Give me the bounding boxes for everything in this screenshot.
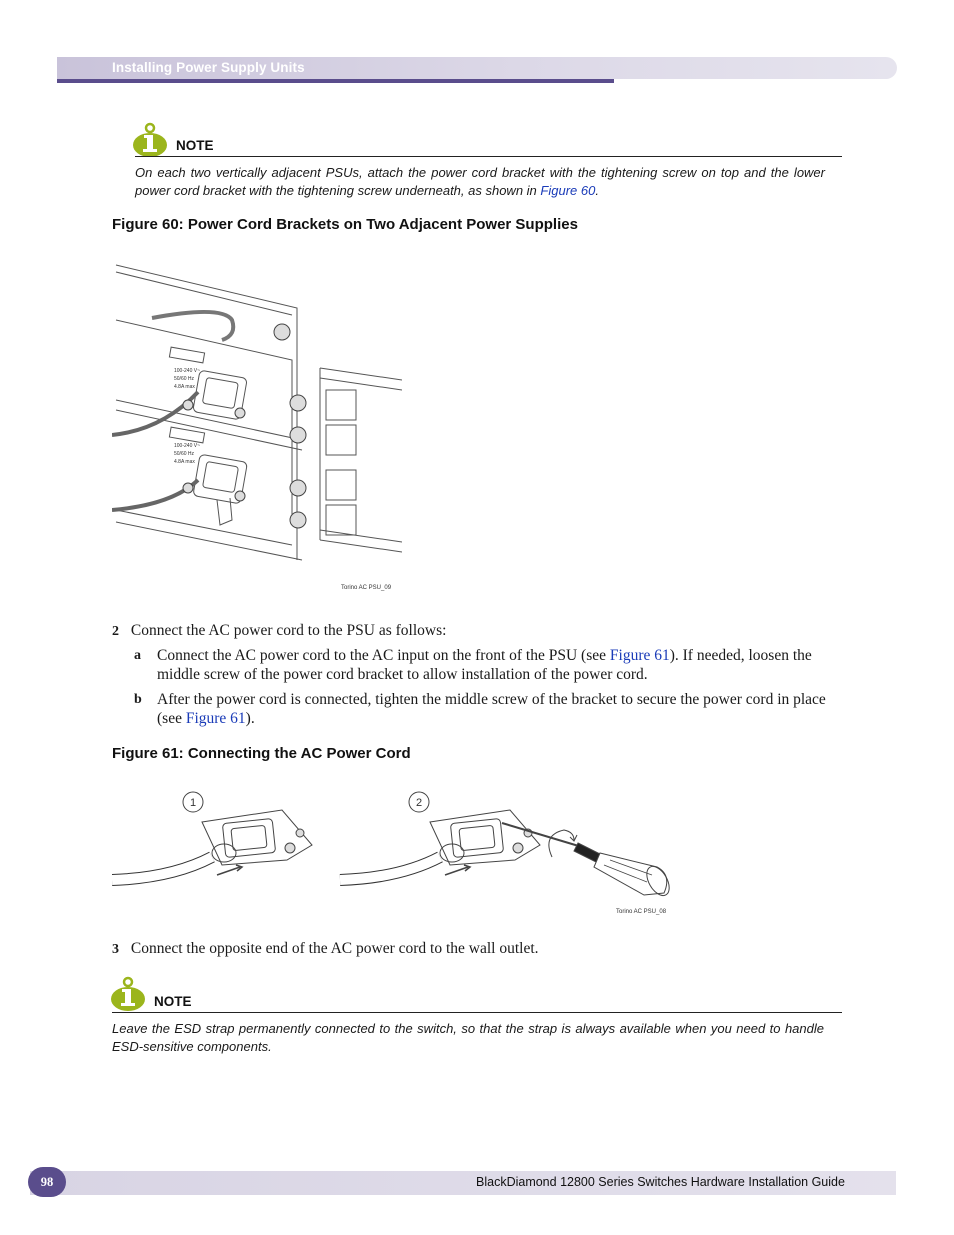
substep-a-end: ). If needed, loosen the middle screw of the power cord bracket to allow installation of the power cord.: [157, 647, 812, 683]
substep-b-end: ).: [245, 710, 255, 727]
figure-60-illustration: [112, 260, 402, 595]
figure-61-caption: Figure 61: Connecting the AC Power Cord: [112, 745, 411, 762]
substep-b-body: After the power cord is connected, tighten the middle screw of the bracket to secure the power cord in place (see: [157, 691, 826, 727]
step-3-text: Connect the opposite end of the AC power cord to the wall outlet.: [130, 940, 539, 957]
substep-a-letter: a: [134, 648, 141, 663]
footer-doc-title: BlackDiamond 12800 Series Switches Hardware Installation Guide: [476, 1175, 845, 1189]
figure-61-link-b[interactable]: Figure 61: [185, 710, 246, 727]
figure-60-caption: Figure 60: Power Cord Brackets on Two Adjacent Power Supplies: [112, 216, 578, 233]
substep-a-body: Connect the AC power cord to the AC input on the front of the PSU (see: [157, 647, 610, 664]
substep-b-letter: b: [134, 692, 142, 707]
substep-b-text: [157, 690, 827, 728]
figure-61-illustration: [112, 785, 682, 920]
header-rule: [57, 79, 614, 83]
note-info-icon: [132, 122, 168, 158]
substep-a-text: [157, 646, 827, 684]
callout-1: 1: [190, 797, 197, 809]
psu-rating-frequency-2: 50/60 Hz: [174, 451, 195, 457]
psu-rating-voltage: 100-240 V~: [174, 368, 200, 374]
psu-rating-amps-2: 4.8A max: [174, 459, 195, 465]
note-text-2: Leave the ESD strap permanently connected to the switch, so that the strap is always available when you need to handle ESD-sensitive components.: [112, 1021, 824, 1054]
section-title: Installing Power Supply Units: [112, 60, 305, 75]
psu-rating-amps: 4.8A max: [174, 384, 195, 390]
note-label: NOTE: [176, 138, 214, 153]
note-text-end: .: [595, 182, 599, 198]
figure-60-link[interactable]: Figure 60: [540, 182, 596, 198]
figure-61-link-a[interactable]: Figure 61: [609, 647, 670, 664]
step-3-number: 3: [112, 942, 119, 957]
psu-rating-voltage-2: 100-240 V~: [174, 443, 200, 449]
note-text-body: On each two vertically adjacent PSUs, attach the power cord bracket with the tightening screw on top and the lower power cord bracket with the tightening screw underneath, as shown in: [135, 165, 825, 198]
note-text: [135, 164, 825, 199]
step-2: [112, 621, 832, 641]
callout-2: 2: [416, 797, 423, 809]
note-label-2: NOTE: [154, 994, 192, 1009]
note-rule: [135, 156, 842, 157]
step-3: [112, 939, 832, 959]
psu-rating-frequency: 50/60 Hz: [174, 376, 195, 382]
note-rule-2: [112, 1012, 842, 1013]
figure-61-image-id: Torino AC PSU_08: [616, 909, 667, 915]
figure-60-image-id: Torino AC PSU_09: [341, 585, 392, 591]
step-2-text: Connect the AC power cord to the PSU as follows:: [130, 622, 447, 639]
note-info-icon-2: [110, 976, 146, 1012]
page-number: 98: [28, 1167, 66, 1197]
step-2-number: 2: [112, 624, 119, 639]
